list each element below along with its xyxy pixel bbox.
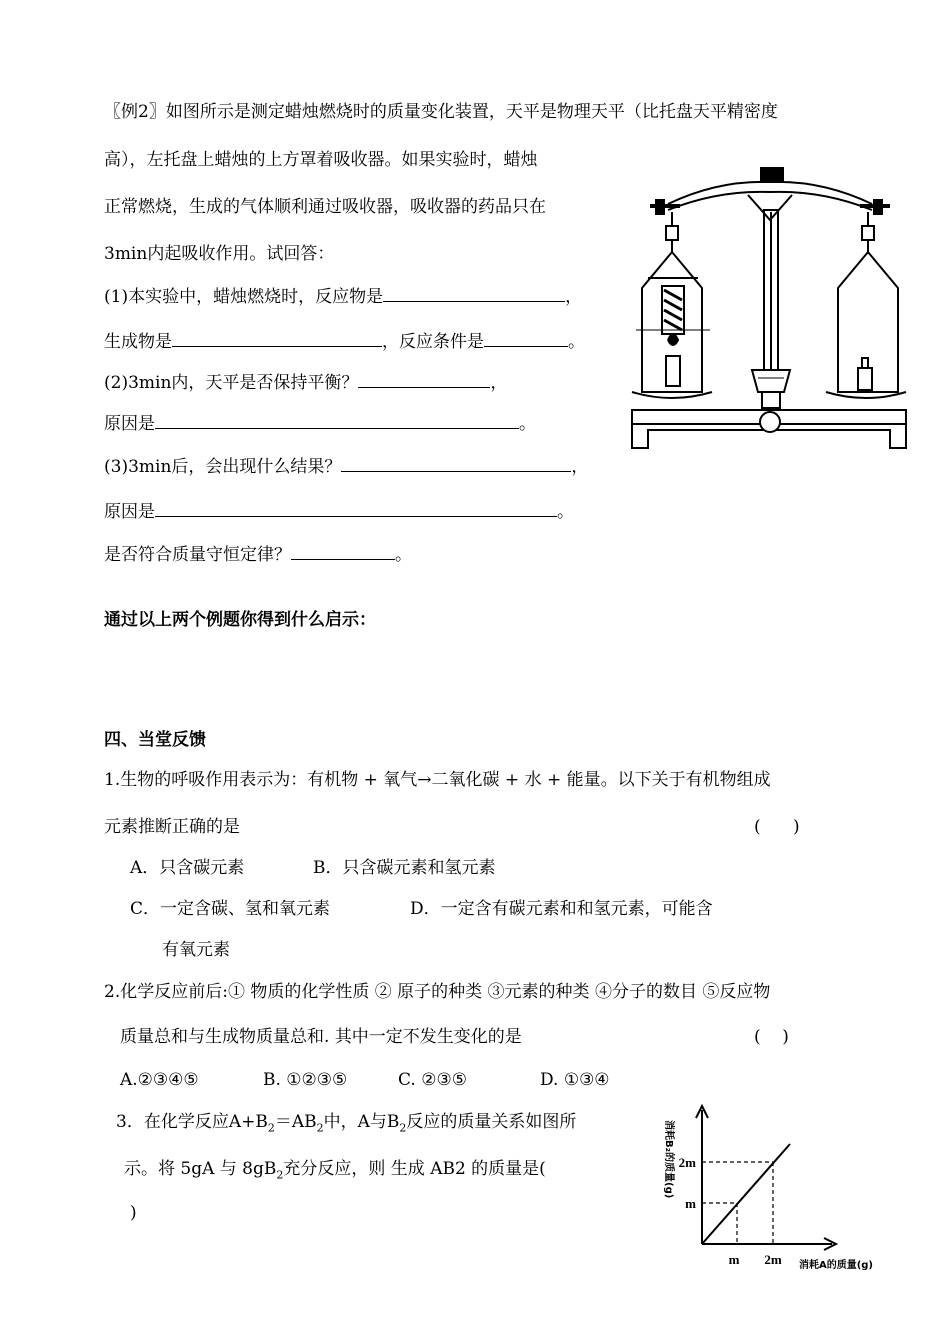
problem1-answer-paren[interactable]: ( ) xyxy=(754,817,800,837)
problem1-line2: 元素推断正确的是 xyxy=(104,817,240,837)
question-2a-end: ， xyxy=(490,373,508,393)
question-3c-end: 。 xyxy=(395,545,412,565)
mass-relation-graph xyxy=(656,1104,896,1282)
x-axis-label: 消耗A的质量(g) xyxy=(798,1260,874,1271)
answer-blank-reactants[interactable] xyxy=(383,285,565,302)
example2-line4: 3min内起吸收作用。试回答： xyxy=(104,244,335,264)
question-2b xyxy=(104,412,536,435)
p3-line2-sub: 2 xyxy=(276,1168,284,1182)
question-1b-mid: ，反应条件是 xyxy=(382,332,484,352)
question-1a-text: (1)本实验中，蜡烛燃烧时，反应物是 xyxy=(104,287,384,307)
question-3a-end: ， xyxy=(571,457,589,477)
problem1-option-d[interactable]: D．一定含有碳元素和和氢元素，可能含 xyxy=(410,899,713,919)
section-title: 四、当堂反馈 xyxy=(104,730,206,750)
question-1b-pre: 生成物是 xyxy=(104,332,172,352)
question-3a-text: (3)3min后，会出现什么结果？ xyxy=(104,457,342,477)
y-tick-2m: 2m xyxy=(678,1155,696,1170)
problem2-line1: 2.化学反应前后:① 物质的化学性质 ② 原子的种类 ③元素的种类 ④分子的数目 ⑤反应物 xyxy=(104,982,771,1002)
p3-text-c: ＝AB xyxy=(274,1112,317,1132)
p3-sub-1: 2 xyxy=(267,1121,275,1135)
balance-apparatus-figure xyxy=(628,160,910,450)
p3-text-e: 中，A与B xyxy=(323,1112,400,1132)
p3-text-a: 3．在化学反应A+B xyxy=(116,1112,268,1132)
problem1-option-b[interactable]: B．只含碳元素和氢元素 xyxy=(313,858,496,878)
insight-prompt: 通过以上两个例题你得到什么启示： xyxy=(104,610,376,630)
answer-blank-products[interactable] xyxy=(172,330,382,347)
p3-sub-2: 2 xyxy=(316,1121,324,1135)
question-3c xyxy=(104,543,412,566)
p3-line2-c: 充分反应，则 生成 AB2 的质量是( xyxy=(283,1159,546,1179)
x-tick-m: m xyxy=(728,1252,740,1267)
problem1-option-c[interactable]: C．一定含碳、氢和氧元素 xyxy=(130,899,331,919)
y-tick-m: m xyxy=(685,1196,696,1211)
p3-line2-a: 示。将 5gA 与 8gB xyxy=(124,1159,277,1179)
problem2-answer-paren[interactable]: ( ) xyxy=(754,1027,789,1047)
y-axis-label: 消耗B₂的质量(g) xyxy=(663,1120,674,1199)
problem2-line2: 质量总和与生成物质量总和. 其中一定不发生变化的是 xyxy=(120,1027,522,1047)
example2-line1: 〖例2〗如图所示是测定蜡烛燃烧时的质量变化装置，天平是物理天平（比托盘天平精密度 xyxy=(104,102,778,122)
problem2-option-a[interactable]: A.②③④⑤ xyxy=(120,1070,199,1090)
question-3c-text: 是否符合质量守恒定律？ xyxy=(104,545,291,565)
problem1-line1: 1.生物的呼吸作用表示为：有机物 + 氧气→二氧化碳 + 水 + 能量。以下关于有机物组成 xyxy=(104,770,771,790)
question-1b xyxy=(104,330,585,353)
question-3a xyxy=(104,455,588,478)
problem1-option-d-cont: 有氧元素 xyxy=(162,940,230,960)
problem3-line3: ) xyxy=(130,1203,137,1223)
question-3b-text: 原因是 xyxy=(104,502,155,522)
answer-blank-law[interactable] xyxy=(291,543,395,560)
problem2-option-b[interactable]: B. ①②③⑤ xyxy=(263,1070,348,1090)
problem2-option-c[interactable]: C. ②③⑤ xyxy=(398,1070,467,1090)
mass-line xyxy=(702,1144,790,1244)
answer-blank-result[interactable] xyxy=(341,455,571,472)
question-2b-end: 。 xyxy=(519,414,536,434)
question-1a-end: ， xyxy=(565,287,583,307)
question-1b-end: 。 xyxy=(568,332,585,352)
answer-blank-condition[interactable] xyxy=(484,330,568,347)
question-1a xyxy=(104,285,582,308)
answer-blank-reason-2[interactable] xyxy=(155,412,519,429)
question-3b xyxy=(104,500,574,523)
question-2a xyxy=(104,371,507,394)
problem3-line1 xyxy=(116,1111,576,1139)
question-2a-text: (2)3min内，天平是否保持平衡？ xyxy=(104,373,359,393)
question-3b-end: 。 xyxy=(557,502,574,522)
p3-text-g: 反应的质量关系如图所 xyxy=(406,1112,577,1132)
x-tick-2m: 2m xyxy=(764,1252,782,1267)
question-2b-text: 原因是 xyxy=(104,414,155,434)
example2-line2: 高），左托盘上蜡烛的上方罩着吸收器。如果实验时，蜡烛 xyxy=(104,150,538,170)
answer-blank-reason-3[interactable] xyxy=(155,500,557,517)
example2-line3: 正常燃烧，生成的气体顺利通过吸收器，吸收器的药品只在 xyxy=(104,197,546,217)
problem3-line2 xyxy=(124,1158,546,1186)
problem2-option-d[interactable]: D. ①③④ xyxy=(540,1070,610,1090)
p3-sub-3: 2 xyxy=(399,1121,407,1135)
problem1-option-a[interactable]: A．只含碳元素 xyxy=(130,858,245,878)
answer-blank-balance[interactable] xyxy=(358,371,490,388)
